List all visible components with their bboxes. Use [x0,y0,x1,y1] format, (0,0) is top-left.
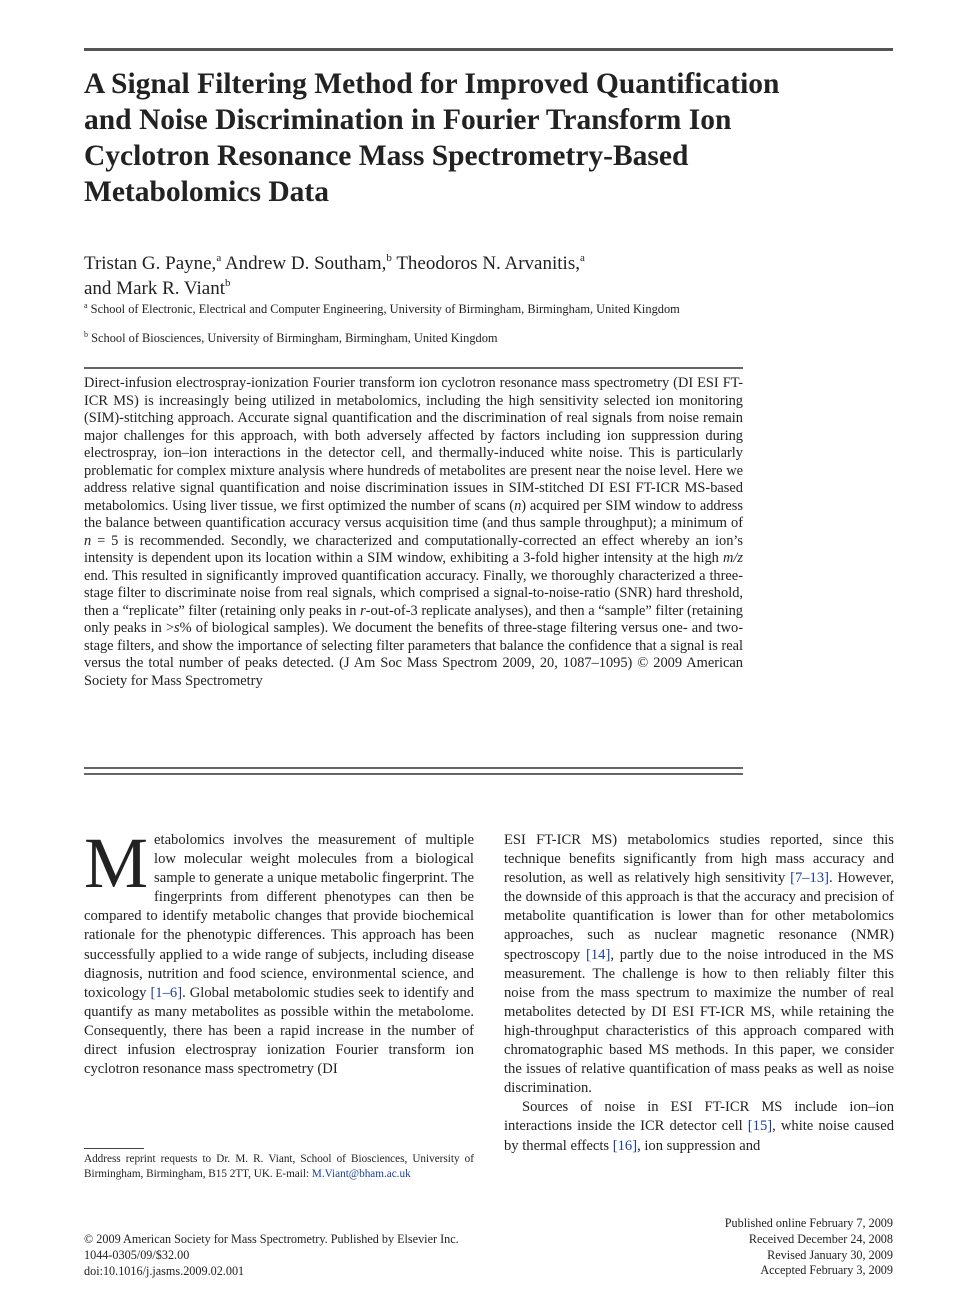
body-text: Sources of noise in ESI FT-ICR MS include ion–ion interactions inside the ICR detector cell [504,1099,894,1135]
published-online-date: Published online February 7, 2009 [724,1216,893,1230]
body-paragraph [84,823,474,1079]
author-list [84,251,724,301]
issn-price: 1044-0305/09/$32.00 [84,1248,190,1262]
email-link[interactable]: M.Viant@bham.ac.uk [311,1168,411,1180]
top-rule [84,48,893,51]
citation-link[interactable]: [14] [586,946,611,963]
abstract-italic: r [360,602,366,619]
affiliation-mark: a [84,301,88,310]
author-name: Tristan G. Payne, [84,253,217,274]
affiliation-text: School of Biosciences, University of Birmingham, Birmingham, United Kingdom [91,331,498,345]
history-dates [593,1216,893,1279]
revised-date: Revised January 30, 2009 [767,1247,893,1262]
footnote-rule [84,1148,144,1149]
body-text: , white noise caused by thermal effects [504,1118,895,1154]
body-paragraph [504,831,894,1098]
author-affil-mark: b [386,252,392,264]
accepted-date: Accepted February 3, 2009 [760,1263,893,1278]
copyright-line: © 2009 American Society for Mass Spectrometry. Published by Elsevier Inc. [84,1232,459,1246]
footnote-text: Address reprint requests to Dr. M. R. Viant, School of Biosciences, University of Birmingham, Birmingham, B15 2TT, UK. E-mail: [84,1153,474,1180]
abstract-text: Direct-infusion electrospray-ionization Fourier transform ion cyclotron resonance mass spectrometry (DI ESI FT-ICR MS) is increasingly being utilized in metabolomics, including the high sensitivity selected ion monitoring (SIM)-stitching approach. Accurate signal quantification and the discrimination of real signals from noise remain major challenges for this approach, with both adversely affected by factors including ion suppression during electrospray, ion–ion interactions in the detector cell, and thermally-induced white noise. This is particularly problematic for complex mixture analysis where hundreds of metabolites are present near the noise level. Here we address relative signal quantification and noise discrimination issues in SIM-stitched DI ESI FT-ICR MS-based metabolomics. Using liver tissue, we first optimized the number of scans ( [84,375,743,514]
affiliation-b [84,331,724,346]
abstract-italic: n [84,532,92,549]
correspondence-footnote [84,1152,474,1182]
abstract-text: -out-of-3 replicate analyses), and then a “sample” filter (retaining only peaks in > [84,602,743,636]
affiliation-text: School of Electronic, Electrical and Computer Engineering, University of Birmingham, Birmingham, United Kingdom [90,302,680,316]
abstract-bottom-rule [84,767,743,769]
author-affil-mark: a [579,252,585,264]
author-name: Andrew D. Southam, [224,253,387,274]
copyright-block [84,1231,604,1279]
body-text: . However, the downside of this approach is that the accuracy and precision of metabolite quantification is lower than for other metabolomics approaches, such as nuclear magnetic resonance (NMR) spectroscopy [504,870,894,963]
body-text: ESI FT-ICR MS) metabolomics studies reported, since this technique benefits significantly from high mass accuracy and resolution, as well as relatively high sensitivity [504,832,894,887]
abstract-italic: s [174,620,180,636]
body-text: , ion suppression and [637,1137,761,1154]
author-name: Theodoros N. Arvanitis, [396,253,580,274]
author-name: and Mark R. Viant [84,278,225,299]
abstract-text: % of biological samples). We document the benefits of three-stage filtering versus one- and two-stage filters, and show the importance of selecting filter parameters that balance the confidence that a signal is real versus the total number of peaks detected. (J Am Soc Mass Spectrom 2009, 20, 1087–1095) © 2009 American Society for Mass Spectrometry [84,620,744,689]
body-text: , partly due to the noise introduced in the MS measurement. The challenge is how to then reliably filter this noise from the mass spectrum to maximize the number of real metabolites detected by DI ESI FT-ICR MS, while retaining the high-throughput characteristics of this approach compared with chromatographic based MS methods. In this paper, we consider the issues of relative quantification of mass peaks as well as noise discrimination. [504,946,894,1097]
citation-link[interactable]: [16] [612,1137,638,1154]
drop-cap: M [84,823,149,903]
abstract-italic: n [514,497,522,514]
body-column-right [504,831,894,1156]
abstract-text: end. This resulted in significantly improved quantification accuracy. Finally, we thoroughly characterized a three-stage filter to discriminate noise from real signals, which comprised a signal-to-noise-ratio (SNR) hard threshold, then a “replicate” filter (retaining only peaks in [84,567,743,619]
abstract-top-rule [84,367,743,369]
abstract-text: = 5 is recommended. Secondly, we characterized and computationally-corrected an effect whereby an ion’s intensity is dependent upon its location within a SIM window, exhibiting a 3-fold higher intensity at the high [84,532,743,566]
affiliation-a [84,302,724,317]
citation-link[interactable]: [15] [747,1118,773,1135]
article-title: A Signal Filtering Method for Improved Quantification and Noise Discrimination in Fourier Transform Ion Cyclotron Resonance Mass Spectrometry-Based Metabolomics Data [84,68,780,208]
received-date: Received December 24, 2008 [748,1231,893,1246]
abstract-bottom-rule-2 [84,773,743,775]
author-affil-mark: b [225,277,231,289]
abstract-text: ) acquired per SIM window to address the balance between quantification accuracy versus acquisition time (and thus sample throughput); a minimum of [84,497,743,531]
doi: doi:10.1016/j.jasms.2009.02.001 [84,1264,245,1278]
body-text: . Global metabolomic studies seek to identify and quantify as many metabolites as possible within the metabolome. Consequently, there has been a rapid increase in the number of direct infusion electrospray ionization Fourier transform ion cyclotron resonance mass spectrometry (DI [84,984,474,1078]
author-affil-mark: a [216,252,222,264]
abstract [84,375,743,690]
affiliation-mark: b [84,330,88,339]
citation-link[interactable]: [7–13] [790,870,829,887]
citation-link[interactable]: [1–6] [150,984,183,1001]
body-column-left [84,823,474,1079]
abstract-italic: m/z [723,550,743,566]
body-text: etabolomics involves the measurement of multiple low molecular weight molecules from a biological sample to generate a unique metabolic fingerprint. The fingerprints from different phenotypes can then be compared to identify metabolic changes that provide biochemical rationale for the phenotypic differences. This approach has been successfully applied to a wide range of subjects, including disease diagnosis, nutrition and food science, environmental science, and toxicology [84,832,474,1001]
body-paragraph [504,1098,894,1155]
